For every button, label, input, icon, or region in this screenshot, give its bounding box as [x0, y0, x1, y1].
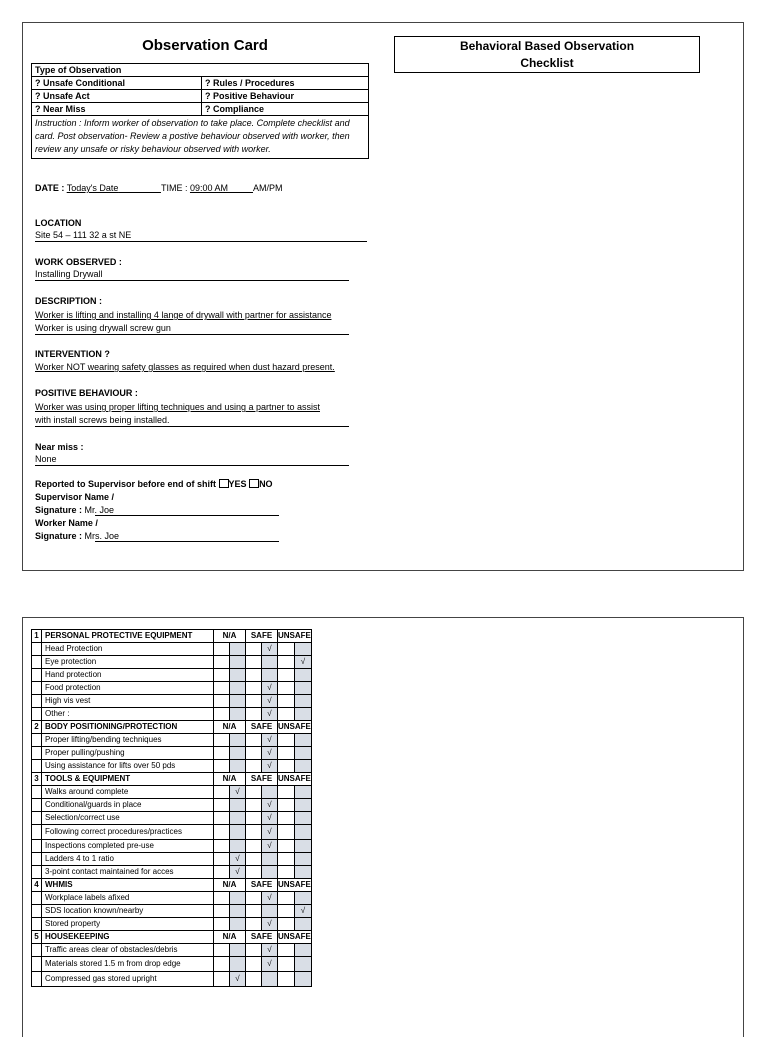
row-number-cell	[32, 866, 42, 879]
unsafe-check-cell[interactable]	[294, 825, 311, 840]
work-observed-label: WORK OBSERVED :	[35, 257, 122, 267]
na-check-cell[interactable]	[230, 695, 246, 708]
near-miss-label: Near miss :	[35, 442, 84, 452]
na-left-cell[interactable]	[214, 799, 230, 812]
unsafe-left-cell[interactable]	[278, 840, 295, 853]
section-title: TOOLS & EQUIPMENT	[42, 773, 214, 786]
na-left-cell[interactable]	[214, 866, 230, 879]
na-check-cell[interactable]	[230, 799, 246, 812]
unsafe-left-cell[interactable]	[278, 708, 295, 721]
time-value[interactable]: 09:00 AM	[189, 183, 228, 193]
section-header-row	[32, 630, 312, 643]
safe-check-cell[interactable]	[262, 866, 278, 879]
col-header-unsafe: UNSAFE	[278, 773, 312, 786]
unsafe-check-cell[interactable]	[294, 669, 311, 682]
checklist-row	[32, 734, 312, 747]
positive-behaviour-line-1[interactable]: Worker was using proper lifting techniques and using a partner to assist	[35, 402, 320, 412]
unsafe-check-cell[interactable]	[294, 760, 311, 773]
checklist-item-label: Selection/correct use	[42, 812, 214, 825]
checklist-item-label: High vis vest	[42, 695, 214, 708]
checklist-item-label: Using assistance for lifts over 50 pds	[42, 760, 214, 773]
no-checkbox[interactable]	[249, 479, 259, 488]
reported-label: Reported to Supervisor before end of shift	[35, 479, 217, 489]
na-left-cell[interactable]	[214, 656, 230, 669]
row-number-cell	[32, 747, 42, 760]
na-check-cell[interactable]	[230, 918, 246, 931]
safe-check-cell[interactable]: √	[262, 643, 278, 656]
no-label: NO	[259, 479, 273, 489]
safe-left-cell[interactable]	[246, 892, 262, 905]
checklist-item-label: Ladders 4 to 1 ratio	[42, 853, 214, 866]
work-observed-underline	[35, 280, 349, 281]
safe-check-cell[interactable]	[262, 972, 278, 987]
positive-behaviour-line-2[interactable]: with install screws being installed.	[35, 415, 170, 425]
section-title: WHMIS	[42, 879, 214, 892]
safe-check-cell[interactable]	[262, 786, 278, 799]
safe-check-cell[interactable]	[262, 905, 278, 918]
safe-left-cell[interactable]	[246, 643, 262, 656]
checklist-item-label: Proper lifting/bending techniques	[42, 734, 214, 747]
safe-check-cell[interactable]: √	[262, 734, 278, 747]
observation-card-page	[22, 22, 744, 571]
safe-check-cell[interactable]: √	[262, 892, 278, 905]
col-header-safe: SAFE	[246, 721, 278, 734]
na-check-cell[interactable]	[230, 892, 246, 905]
checklist-row	[32, 825, 312, 840]
na-left-cell[interactable]	[214, 972, 230, 987]
section-number: 5	[32, 931, 42, 944]
section-title: HOUSEKEEPING	[42, 931, 214, 944]
unsafe-check-cell[interactable]	[294, 957, 311, 972]
unsafe-check-cell[interactable]	[294, 944, 311, 957]
description-line-1[interactable]: Worker is lifting and installing 4 lange of drywall with partner for assistance	[35, 310, 332, 320]
col-header-na: N/A	[214, 721, 246, 734]
row-number-cell	[32, 656, 42, 669]
unsafe-check-cell[interactable]	[294, 695, 311, 708]
description-underline	[35, 334, 349, 335]
col-header-safe: SAFE	[246, 630, 278, 643]
na-left-cell[interactable]	[214, 853, 230, 866]
unsafe-check-cell[interactable]	[294, 840, 311, 853]
row-number-cell	[32, 905, 42, 918]
checklist-row	[32, 840, 312, 853]
date-value[interactable]: Today's Date	[66, 183, 119, 193]
unsafe-check-cell[interactable]	[294, 972, 311, 987]
checklist-item-label: Head Protection	[42, 643, 214, 656]
unsafe-left-cell[interactable]	[278, 853, 295, 866]
yes-checkbox[interactable]	[219, 479, 229, 488]
safe-left-cell[interactable]	[246, 972, 262, 987]
row-number-cell	[32, 972, 42, 987]
checklist-item-label: Hand protection	[42, 669, 214, 682]
supervisor-signature-label: Signature :	[35, 505, 83, 515]
col-header-na: N/A	[214, 931, 246, 944]
unsafe-left-cell[interactable]	[278, 944, 295, 957]
location-label: LOCATION	[35, 218, 82, 228]
col-header-na: N/A	[214, 879, 246, 892]
unsafe-left-cell[interactable]	[278, 747, 295, 760]
safe-left-cell[interactable]	[246, 760, 262, 773]
na-check-cell[interactable]	[230, 708, 246, 721]
na-left-cell[interactable]	[214, 905, 230, 918]
unsafe-left-cell[interactable]	[278, 643, 295, 656]
col-header-safe: SAFE	[246, 773, 278, 786]
checklist-row	[32, 972, 312, 987]
checklist-item-label: Following correct procedures/practices	[42, 825, 214, 840]
safe-left-cell[interactable]	[246, 669, 262, 682]
supervisor-name-label: Supervisor Name /	[35, 492, 115, 502]
safe-check-cell[interactable]: √	[262, 840, 278, 853]
checklist-row	[32, 786, 312, 799]
na-check-cell[interactable]	[230, 812, 246, 825]
safe-left-cell[interactable]	[246, 866, 262, 879]
unsafe-check-cell[interactable]	[294, 682, 311, 695]
checklist-title	[394, 36, 700, 73]
na-left-cell[interactable]	[214, 734, 230, 747]
near-miss-underline	[35, 465, 349, 466]
near-miss-value[interactable]: None	[35, 454, 57, 464]
positive-behaviour-underline	[35, 426, 349, 427]
checklist-title-line2: Checklist	[520, 56, 574, 70]
checklist-row	[32, 682, 312, 695]
col-header-na: N/A	[214, 630, 246, 643]
section-title: PERSONAL PROTECTIVE EQUIPMENT	[42, 630, 214, 643]
checklist-item-label: Walks around complete	[42, 786, 214, 799]
unsafe-left-cell[interactable]	[278, 786, 295, 799]
safe-left-cell[interactable]	[246, 944, 262, 957]
safe-left-cell[interactable]	[246, 812, 262, 825]
unsafe-check-cell[interactable]	[294, 734, 311, 747]
row-number-cell	[32, 957, 42, 972]
checklist-table	[31, 629, 312, 987]
na-left-cell[interactable]	[214, 918, 230, 931]
safe-left-cell[interactable]	[246, 957, 262, 972]
type-compliance[interactable]: ? Compliance	[202, 103, 369, 116]
worker-signature-value[interactable]: Mrs. Joe	[84, 531, 120, 541]
safe-left-cell[interactable]	[246, 786, 262, 799]
safe-check-cell[interactable]: √	[262, 944, 278, 957]
na-check-cell[interactable]	[230, 905, 246, 918]
intervention-value[interactable]: Worker NOT wearing safety glasses as reguired when dust hazard present.	[35, 362, 335, 372]
col-header-safe: SAFE	[246, 879, 278, 892]
unsafe-left-cell[interactable]	[278, 812, 295, 825]
na-check-cell[interactable]: √	[230, 866, 246, 879]
na-left-cell[interactable]	[214, 786, 230, 799]
supervisor-signature-underline	[95, 515, 279, 516]
row-number-cell	[32, 669, 42, 682]
checklist-item-label: Food protection	[42, 682, 214, 695]
checklist-item-label: 3-point contact maintained for acces	[42, 866, 214, 879]
col-header-safe: SAFE	[246, 931, 278, 944]
section-number: 2	[32, 721, 42, 734]
na-check-cell[interactable]	[230, 669, 246, 682]
unsafe-check-cell[interactable]	[294, 643, 311, 656]
na-left-cell[interactable]	[214, 944, 230, 957]
safe-left-cell[interactable]	[246, 905, 262, 918]
checklist-row	[32, 957, 312, 972]
na-left-cell[interactable]	[214, 760, 230, 773]
ampm-label: AM/PM	[253, 183, 283, 193]
safe-left-cell[interactable]	[246, 825, 262, 840]
description-line-2[interactable]: Worker is using drywall screw gun	[35, 323, 171, 333]
na-left-cell[interactable]	[214, 812, 230, 825]
checklist-item-label: Eye protection	[42, 656, 214, 669]
location-underline	[35, 241, 367, 242]
checklist-item-label: Stored property	[42, 918, 214, 931]
safe-left-cell[interactable]	[246, 799, 262, 812]
safe-check-cell[interactable]: √	[262, 695, 278, 708]
worker-signature-underline	[95, 541, 279, 542]
checklist-page	[22, 617, 744, 1037]
intervention-label: INTERVENTION ?	[35, 349, 110, 359]
type-rules-procedures[interactable]: ? Rules / Procedures	[202, 77, 369, 90]
na-check-cell[interactable]	[230, 825, 246, 840]
checklist-row	[32, 812, 312, 825]
na-left-cell[interactable]	[214, 669, 230, 682]
na-left-cell[interactable]	[214, 957, 230, 972]
unsafe-left-cell[interactable]	[278, 656, 295, 669]
unsafe-left-cell[interactable]	[278, 892, 295, 905]
unsafe-check-cell[interactable]: √	[294, 905, 311, 918]
unsafe-left-cell[interactable]	[278, 760, 295, 773]
na-check-cell[interactable]	[230, 944, 246, 957]
unsafe-left-cell[interactable]	[278, 866, 295, 879]
unsafe-check-cell[interactable]	[294, 866, 311, 879]
safe-check-cell[interactable]: √	[262, 760, 278, 773]
checklist-row	[32, 905, 312, 918]
unsafe-left-cell[interactable]	[278, 695, 295, 708]
section-header-row	[32, 721, 312, 734]
checklist-item-label: Materials stored 1.5 m from drop edge	[42, 957, 214, 972]
safe-left-cell[interactable]	[246, 708, 262, 721]
checklist-item-label: Workplace labels afixed	[42, 892, 214, 905]
row-number-cell	[32, 825, 42, 840]
row-number-cell	[32, 799, 42, 812]
checklist-item-label: Proper pulling/pushing	[42, 747, 214, 760]
yes-label: YES	[228, 479, 247, 489]
row-number-cell	[32, 682, 42, 695]
checklist-item-label: Other :	[42, 708, 214, 721]
unsafe-check-cell[interactable]	[294, 708, 311, 721]
unsafe-left-cell[interactable]	[278, 734, 295, 747]
row-number-cell	[32, 840, 42, 853]
checklist-row	[32, 695, 312, 708]
row-number-cell	[32, 708, 42, 721]
work-observed-value[interactable]: Installing Drywall	[35, 269, 103, 279]
na-left-cell[interactable]	[214, 747, 230, 760]
checklist-row	[32, 944, 312, 957]
section-number: 4	[32, 879, 42, 892]
unsafe-left-cell[interactable]	[278, 825, 295, 840]
checklist-row	[32, 760, 312, 773]
safe-left-cell[interactable]	[246, 853, 262, 866]
worker-signature-label: Signature :	[35, 531, 83, 541]
checklist-item-label: SDS location known/nearby	[42, 905, 214, 918]
checklist-row	[32, 799, 312, 812]
unsafe-check-cell[interactable]	[294, 747, 311, 760]
observation-type-table	[31, 63, 369, 159]
safe-check-cell[interactable]	[262, 656, 278, 669]
row-number-cell	[32, 812, 42, 825]
unsafe-left-cell[interactable]	[278, 905, 295, 918]
checklist-row	[32, 747, 312, 760]
na-left-cell[interactable]	[214, 695, 230, 708]
col-header-unsafe: UNSAFE	[278, 630, 312, 643]
safe-left-cell[interactable]	[246, 656, 262, 669]
na-check-cell[interactable]	[230, 747, 246, 760]
safe-check-cell[interactable]: √	[262, 812, 278, 825]
na-check-cell[interactable]	[230, 760, 246, 773]
type-positive-behaviour[interactable]: ? Positive Behaviour	[202, 90, 369, 103]
safe-left-cell[interactable]	[246, 840, 262, 853]
checklist-item-label: Inspections completed pre-use	[42, 840, 214, 853]
na-left-cell[interactable]	[214, 643, 230, 656]
reported-row	[35, 478, 273, 491]
safe-check-cell[interactable]: √	[262, 747, 278, 760]
type-unsafe-act[interactable]: ? Unsafe Act	[32, 90, 202, 103]
checklist-row	[32, 656, 312, 669]
card-title: Observation Card	[142, 37, 268, 54]
col-header-unsafe: UNSAFE	[278, 879, 312, 892]
safe-left-cell[interactable]	[246, 682, 262, 695]
unsafe-check-cell[interactable]	[294, 892, 311, 905]
section-number: 1	[32, 630, 42, 643]
na-check-cell[interactable]: √	[230, 786, 246, 799]
unsafe-left-cell[interactable]	[278, 799, 295, 812]
supervisor-signature-value[interactable]: Mr. Joe	[84, 505, 115, 515]
location-value[interactable]: Site 54 – 111 32 a st NE	[35, 230, 132, 240]
row-number-cell	[32, 643, 42, 656]
description-label: DESCRIPTION :	[35, 296, 103, 306]
row-number-cell	[32, 760, 42, 773]
na-left-cell[interactable]	[214, 840, 230, 853]
safe-left-cell[interactable]	[246, 734, 262, 747]
section-header-row	[32, 931, 312, 944]
unsafe-check-cell[interactable]	[294, 918, 311, 931]
checklist-row	[32, 918, 312, 931]
col-header-unsafe: UNSAFE	[278, 721, 312, 734]
type-header: Type of Observation	[32, 64, 369, 77]
row-number-cell	[32, 892, 42, 905]
unsafe-check-cell[interactable]	[294, 799, 311, 812]
unsafe-left-cell[interactable]	[278, 957, 295, 972]
checklist-item-label: Compressed gas stored upright	[42, 972, 214, 987]
col-header-unsafe: UNSAFE	[278, 931, 312, 944]
safe-check-cell[interactable]: √	[262, 708, 278, 721]
unsafe-left-cell[interactable]	[278, 918, 295, 931]
safe-check-cell[interactable]: √	[262, 957, 278, 972]
na-left-cell[interactable]	[214, 892, 230, 905]
safe-check-cell[interactable]: √	[262, 825, 278, 840]
col-header-na: N/A	[214, 773, 246, 786]
safe-left-cell[interactable]	[246, 918, 262, 931]
checklist-title-line1: Behavioral Based Observation	[459, 39, 635, 53]
row-number-cell	[32, 944, 42, 957]
checklist-row	[32, 708, 312, 721]
instruction-text: Instruction : Inform worker of observation to take place. Complete checklist and card. Post observation- Review a postive behaviour observed with worker, then review any unsafe or risky behaviour observed with worker.	[32, 116, 369, 159]
na-check-cell[interactable]	[230, 957, 246, 972]
safe-check-cell[interactable]: √	[262, 918, 278, 931]
na-left-cell[interactable]	[214, 682, 230, 695]
safe-left-cell[interactable]	[246, 695, 262, 708]
section-header-row	[32, 773, 312, 786]
type-unsafe-conditional[interactable]: ? Unsafe Conditional	[32, 77, 202, 90]
date-label: DATE :	[35, 183, 65, 193]
na-check-cell[interactable]: √	[230, 972, 246, 987]
safe-check-cell[interactable]	[262, 669, 278, 682]
checklist-item-label: Conditional/guards in place	[42, 799, 214, 812]
checklist-row	[32, 643, 312, 656]
safe-left-cell[interactable]	[246, 747, 262, 760]
row-number-cell	[32, 918, 42, 931]
safe-check-cell[interactable]: √	[262, 799, 278, 812]
row-number-cell	[32, 695, 42, 708]
unsafe-check-cell[interactable]	[294, 853, 311, 866]
section-header-row	[32, 879, 312, 892]
na-left-cell[interactable]	[214, 825, 230, 840]
na-check-cell[interactable]	[230, 643, 246, 656]
row-number-cell	[32, 786, 42, 799]
unsafe-check-cell[interactable]	[294, 812, 311, 825]
row-number-cell	[32, 734, 42, 747]
safe-check-cell[interactable]: √	[262, 682, 278, 695]
worker-name-label: Worker Name /	[35, 518, 98, 528]
checklist-row	[32, 892, 312, 905]
na-left-cell[interactable]	[214, 708, 230, 721]
checklist-row	[32, 669, 312, 682]
checklist-row	[32, 866, 312, 879]
unsafe-left-cell[interactable]	[278, 669, 295, 682]
unsafe-check-cell[interactable]: √	[294, 656, 311, 669]
section-title: BODY POSITIONING/PROTECTION	[42, 721, 214, 734]
positive-behaviour-label: POSITIVE BEHAVIOUR :	[35, 388, 138, 398]
na-check-cell[interactable]	[230, 734, 246, 747]
unsafe-left-cell[interactable]	[278, 682, 295, 695]
type-near-miss[interactable]: ? Near Miss	[32, 103, 202, 116]
date-time-row	[35, 182, 283, 195]
row-number-cell	[32, 853, 42, 866]
checklist-item-label: Traffic areas clear of obstacles/debris	[42, 944, 214, 957]
na-check-cell[interactable]: √	[230, 853, 246, 866]
na-check-cell[interactable]	[230, 682, 246, 695]
na-check-cell[interactable]	[230, 840, 246, 853]
unsafe-left-cell[interactable]	[278, 972, 295, 987]
section-number: 3	[32, 773, 42, 786]
time-label: TIME :	[160, 183, 188, 193]
na-check-cell[interactable]	[230, 656, 246, 669]
checklist-row	[32, 853, 312, 866]
safe-check-cell[interactable]	[262, 853, 278, 866]
unsafe-check-cell[interactable]	[294, 786, 311, 799]
